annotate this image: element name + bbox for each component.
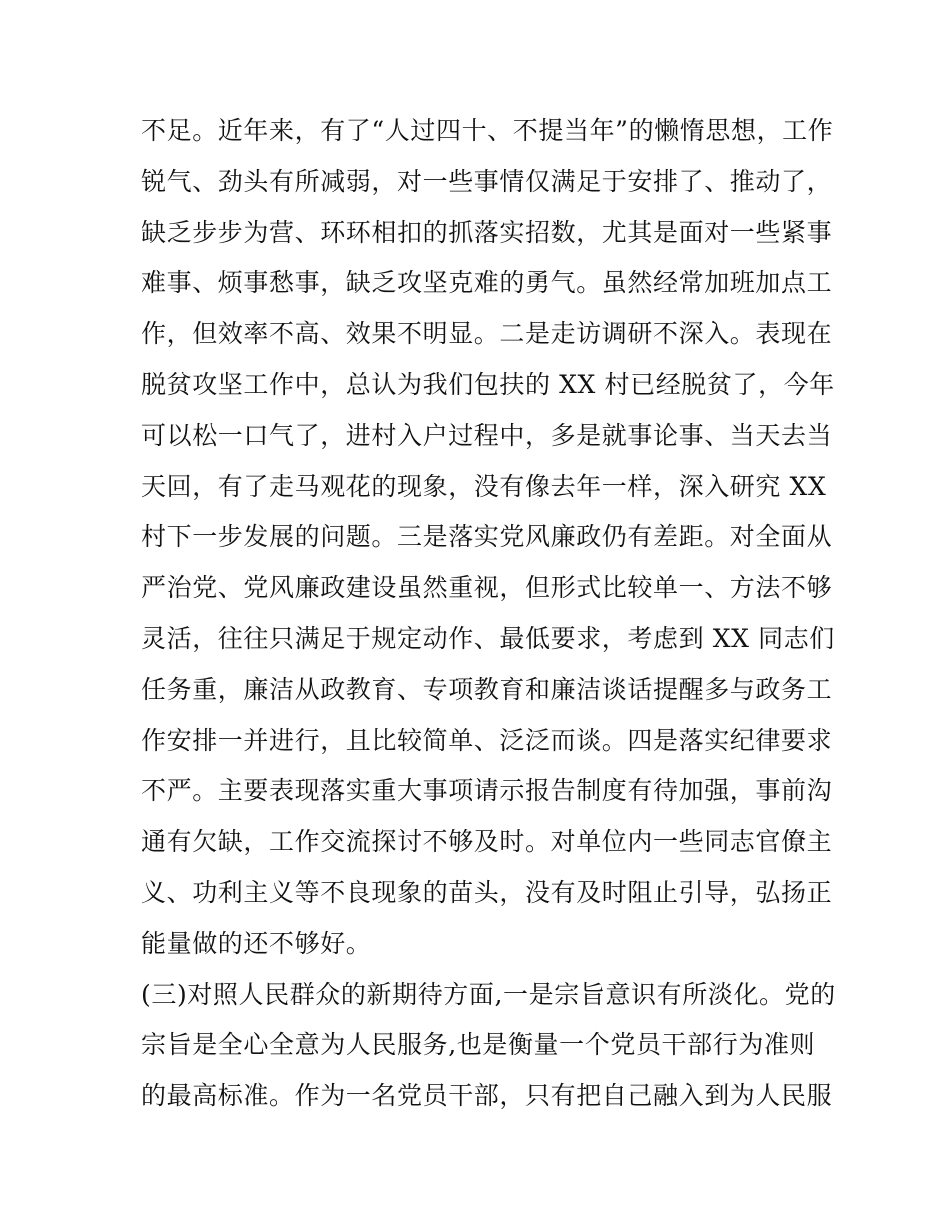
text-line: 不足。近年来，有了“人过四十、不提当年”的懒惰思想，工作 bbox=[141, 116, 834, 145]
text-line: 通有欠缺，工作交流探讨不够及时。对单位内一些同志官僚主 bbox=[141, 827, 833, 857]
text-line: 灵活，往往只满足于规定动作、最低要求，考虑到 XX 同志们 bbox=[141, 623, 835, 653]
text-line: 任务重，廉洁从政教育、专项教育和廉洁谈话提醒多与政务工 bbox=[141, 674, 833, 704]
text-line: 宗旨是全心全意为人民服务,也是衡量一个党员干部行为准则 bbox=[141, 1030, 816, 1060]
text-line: 缺乏步步为营、环环相扣的抓落实招数，尤其是面对一些紧事 bbox=[141, 217, 833, 247]
text-line: 义、功利主义等不良现象的苗头，没有及时阻止引导，弘扬正 bbox=[141, 877, 833, 907]
text-line: 能量做的还不够好。 bbox=[141, 928, 372, 958]
body-text bbox=[141, 106, 836, 1122]
text-line: 严治党、党风廉政建设虽然重视，但形式比较单一、方法不够 bbox=[141, 573, 833, 603]
text-line: 不严。主要表现落实重大事项请示报告制度有待加强，事前沟 bbox=[141, 776, 833, 806]
text-line: 作安排一并进行，且比较简单、泛泛而谈。四是落实纪律要求 bbox=[141, 725, 833, 755]
text-line: 天回，有了走马观花的现象，没有像去年一样，深入研究 XX bbox=[141, 471, 827, 501]
text-line: (三)对照人民群众的新期待方面,一是宗旨意识有所淡化。党的 bbox=[141, 979, 836, 1009]
text-line: 锐气、劲头有所减弱，对一些事情仅满足于安排了、推动了， bbox=[141, 166, 833, 196]
text-line: 作，但效率不高、效果不明显。二是走访调研不深入。表现在 bbox=[141, 319, 833, 349]
text-line: 可以松一口气了，进村入户过程中，多是就事论事、当天去当 bbox=[141, 420, 833, 450]
text-line: 脱贫攻坚工作中，总认为我们包扶的 XX 村已经脱贫了，今年 bbox=[141, 369, 835, 399]
text-line: 的最高标准。作为一名党员干部，只有把自己融入到为人民服 bbox=[141, 1081, 833, 1111]
text-line: 村下一步发展的问题。三是落实党风廉政仍有差距。对全面从 bbox=[141, 522, 833, 552]
text-line: 难事、烦事愁事，缺乏攻坚克难的勇气。虽然经常加班加点工 bbox=[141, 268, 833, 298]
